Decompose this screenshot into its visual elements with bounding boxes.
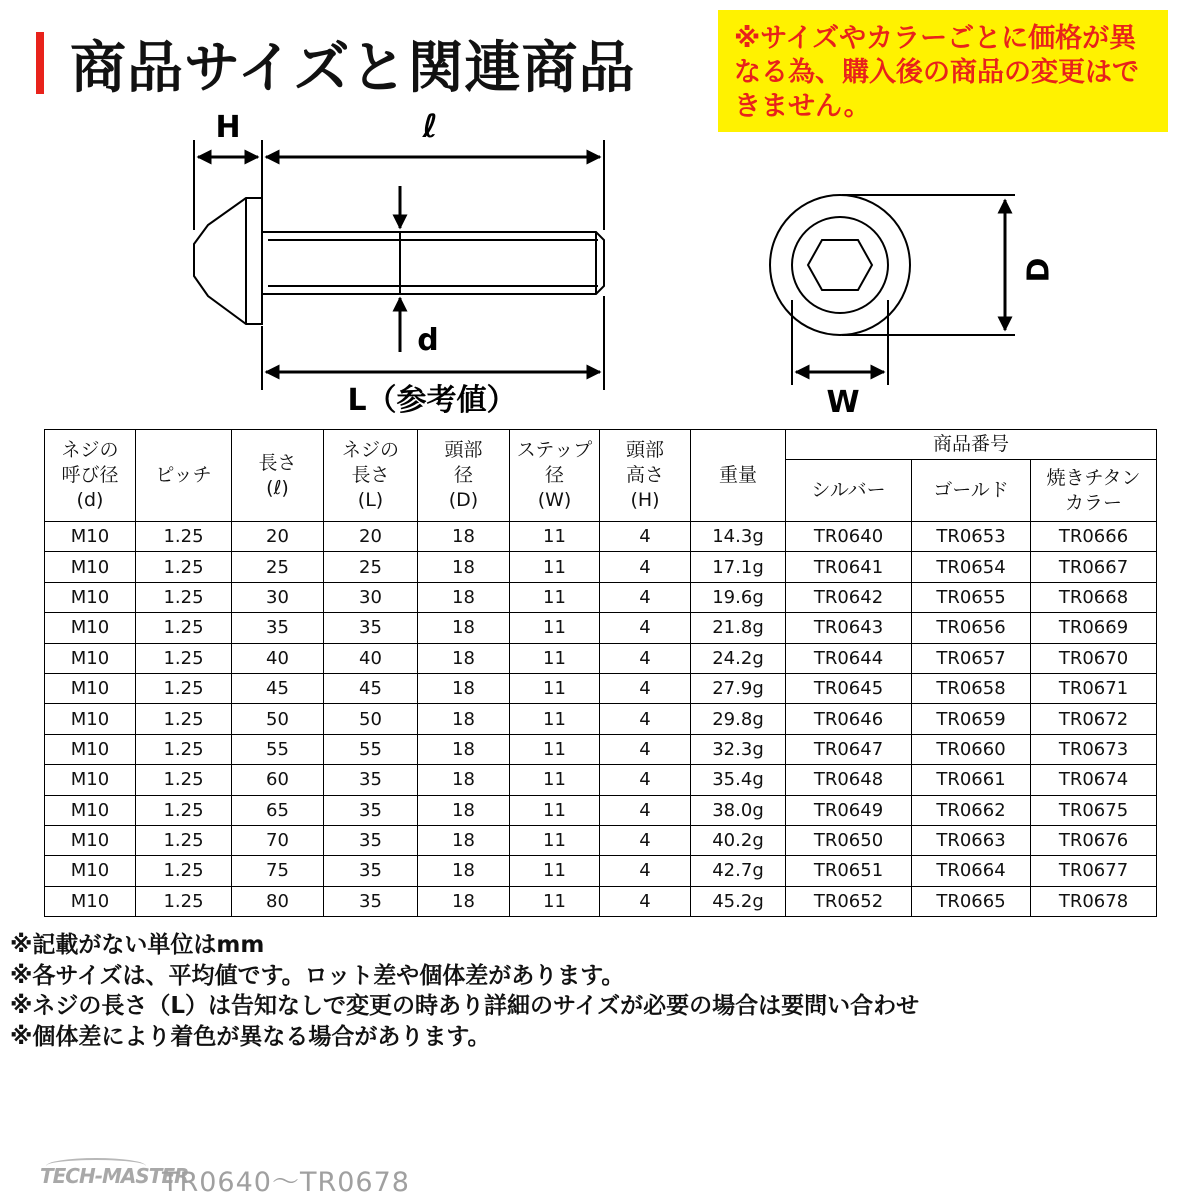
- table-cell: 55: [324, 734, 418, 764]
- header-burnt-titanium: [1031, 460, 1157, 522]
- table-cell: 1.25: [136, 522, 232, 552]
- table-cell: TR0669: [1031, 613, 1157, 643]
- table-cell: 11: [510, 582, 600, 612]
- table-cell: 21.8g: [691, 613, 786, 643]
- table-cell: 18: [418, 765, 510, 795]
- table-cell: TR0646: [786, 704, 912, 734]
- table-cell: TR0667: [1031, 552, 1157, 582]
- table-cell: 18: [418, 582, 510, 612]
- header-line: 径: [544, 464, 564, 486]
- table-cell: TR0664: [912, 856, 1031, 886]
- table-cell: 1.25: [136, 673, 232, 703]
- spec-table: [44, 429, 1157, 917]
- table-cell: 18: [418, 734, 510, 764]
- table-cell: TR0670: [1031, 643, 1157, 673]
- table-cell: TR0653: [912, 522, 1031, 552]
- table-row: [45, 765, 1157, 795]
- header-line: ゴールド: [933, 479, 1009, 501]
- table-cell: M10: [45, 552, 136, 582]
- table-cell: 4: [600, 734, 691, 764]
- table-cell: 1.25: [136, 825, 232, 855]
- table-cell: TR0659: [912, 704, 1031, 734]
- table-cell: TR0661: [912, 765, 1031, 795]
- table-cell: TR0663: [912, 825, 1031, 855]
- table-cell: TR0641: [786, 552, 912, 582]
- table-row: [45, 704, 1157, 734]
- table-cell: M10: [45, 522, 136, 552]
- table-cell: 1.25: [136, 886, 232, 916]
- table-cell: M10: [45, 825, 136, 855]
- header-line: 頭部: [444, 439, 483, 461]
- table-cell: 80: [232, 886, 324, 916]
- header-line: シルバー: [811, 479, 886, 501]
- table-cell: 18: [418, 825, 510, 855]
- table-cell: TR0652: [786, 886, 912, 916]
- table-cell: M10: [45, 673, 136, 703]
- header-nominal-dia: [45, 430, 136, 522]
- table-row: [45, 825, 1157, 855]
- table-cell: 50: [232, 704, 324, 734]
- table-cell: M10: [45, 765, 136, 795]
- table-cell: 25: [232, 552, 324, 582]
- footer: [40, 1158, 560, 1198]
- table-row: [45, 886, 1157, 916]
- table-cell: 1.25: [136, 795, 232, 825]
- table-cell: TR0662: [912, 795, 1031, 825]
- table-cell: 45.2g: [691, 886, 786, 916]
- table-cell: 65: [232, 795, 324, 825]
- table-row: [45, 856, 1157, 886]
- table-cell: 11: [510, 522, 600, 552]
- table-cell: 25: [324, 552, 418, 582]
- table-cell: 18: [418, 613, 510, 643]
- header-head-dia: [418, 430, 510, 522]
- header-line: 頭部: [625, 439, 664, 461]
- table-row: [45, 582, 1157, 612]
- table-cell: TR0668: [1031, 582, 1157, 612]
- table-cell: TR0642: [786, 582, 912, 612]
- table-cell: TR0676: [1031, 825, 1157, 855]
- spec-table-body: [45, 522, 1157, 917]
- table-cell: 32.3g: [691, 734, 786, 764]
- table-cell: 17.1g: [691, 552, 786, 582]
- table-cell: TR0645: [786, 673, 912, 703]
- table-cell: 24.2g: [691, 643, 786, 673]
- table-cell: 30: [232, 582, 324, 612]
- header-line: (d): [76, 489, 104, 511]
- table-cell: 11: [510, 795, 600, 825]
- table-cell: 4: [600, 522, 691, 552]
- table-cell: M10: [45, 795, 136, 825]
- table-cell: M10: [45, 734, 136, 764]
- header-line: (H): [630, 489, 660, 511]
- table-cell: TR0655: [912, 582, 1031, 612]
- table-cell: 4: [600, 795, 691, 825]
- table-cell: TR0656: [912, 613, 1031, 643]
- label-L: L（参考値）: [347, 383, 517, 418]
- table-cell: 11: [510, 704, 600, 734]
- table-cell: 55: [232, 734, 324, 764]
- table-cell: 29.8g: [691, 704, 786, 734]
- table-cell: 4: [600, 704, 691, 734]
- table-cell: TR0644: [786, 643, 912, 673]
- header-line: 長さ: [258, 451, 297, 474]
- table-cell: 4: [600, 643, 691, 673]
- label-H: H: [215, 110, 241, 145]
- table-cell: M10: [45, 643, 136, 673]
- table-cell: 35: [324, 765, 418, 795]
- table-cell: 60: [232, 765, 324, 795]
- table-cell: TR0666: [1031, 522, 1157, 552]
- table-cell: TR0648: [786, 765, 912, 795]
- header-length: [232, 430, 324, 522]
- header-line: 重量: [718, 464, 757, 486]
- table-cell: 35: [324, 825, 418, 855]
- table-cell: TR0674: [1031, 765, 1157, 795]
- header-line: 高さ: [625, 464, 664, 486]
- table-cell: 11: [510, 552, 600, 582]
- header-product-no: 商品番号: [786, 430, 1157, 460]
- header-pitch: [136, 430, 232, 522]
- header-line: ピッチ: [155, 464, 212, 486]
- table-row: [45, 643, 1157, 673]
- table-cell: 30: [324, 582, 418, 612]
- table-cell: 35: [324, 613, 418, 643]
- table-cell: 11: [510, 856, 600, 886]
- brand-logo: TECH-MASTER: [40, 1164, 189, 1188]
- header-head-height: [600, 430, 691, 522]
- table-cell: 35: [324, 795, 418, 825]
- table-cell: TR0657: [912, 643, 1031, 673]
- table-cell: 35: [324, 886, 418, 916]
- table-cell: 4: [600, 886, 691, 916]
- header-line: (L): [357, 489, 384, 511]
- header-gold: [912, 460, 1031, 522]
- note-average: ※各サイズは、平均値です。ロット差や個体差があります。: [10, 962, 625, 989]
- header-line: 長さ: [351, 464, 390, 486]
- table-cell: TR0643: [786, 613, 912, 643]
- table-cell: 4: [600, 613, 691, 643]
- header-line: (W): [537, 489, 572, 511]
- table-cell: M10: [45, 582, 136, 612]
- table-cell: 11: [510, 613, 600, 643]
- table-cell: M10: [45, 886, 136, 916]
- note-thread-length: ※ネジの長さ（L）は告知なしで変更の時あり詳細のサイズが必要の場合は要問い合わせ: [10, 993, 920, 1019]
- table-cell: M10: [45, 856, 136, 886]
- note-color: ※個体差により着色が異なる場合があります。: [10, 1023, 491, 1050]
- table-cell: TR0675: [1031, 795, 1157, 825]
- table-cell: TR0640: [786, 522, 912, 552]
- header-line: ネジの: [61, 439, 119, 461]
- table-row: [45, 734, 1157, 764]
- header-step-dia: [510, 430, 600, 522]
- table-cell: 45: [232, 673, 324, 703]
- label-W: W: [826, 385, 860, 420]
- table-cell: TR0677: [1031, 856, 1157, 886]
- table-row: [45, 795, 1157, 825]
- header-line: ステップ: [516, 439, 593, 461]
- table-cell: 50: [324, 704, 418, 734]
- table-cell: 35: [324, 856, 418, 886]
- notes: [10, 930, 1200, 1052]
- table-cell: 11: [510, 765, 600, 795]
- header-silver: [786, 460, 912, 522]
- table-cell: 1.25: [136, 704, 232, 734]
- table-cell: M10: [45, 704, 136, 734]
- table-cell: 20: [324, 522, 418, 552]
- table-cell: 18: [418, 643, 510, 673]
- table-cell: TR0665: [912, 886, 1031, 916]
- table-row: [45, 613, 1157, 643]
- label-l: ℓ: [422, 107, 438, 145]
- table-cell: M10: [45, 613, 136, 643]
- bolt-dimension-diagram: [0, 0, 1200, 430]
- table-cell: TR0658: [912, 673, 1031, 703]
- table-cell: 18: [418, 522, 510, 552]
- header-line: 焼きチタン: [1046, 466, 1141, 489]
- label-D: D: [1021, 257, 1057, 283]
- table-cell: 4: [600, 765, 691, 795]
- note-unit: ※記載がない単位はmm: [10, 932, 265, 958]
- header-line: ネジの: [341, 439, 399, 461]
- table-cell: 42.7g: [691, 856, 786, 886]
- table-cell: 38.0g: [691, 795, 786, 825]
- table-cell: 1.25: [136, 856, 232, 886]
- table-cell: TR0678: [1031, 886, 1157, 916]
- table-cell: 45: [324, 673, 418, 703]
- table-cell: TR0654: [912, 552, 1031, 582]
- table-cell: 14.3g: [691, 522, 786, 552]
- header-line: (D): [448, 489, 479, 511]
- table-cell: 27.9g: [691, 673, 786, 703]
- table-cell: 11: [510, 643, 600, 673]
- table-cell: 18: [418, 552, 510, 582]
- product-code-range: TR0640〜TR0678: [162, 1167, 410, 1198]
- table-cell: 4: [600, 673, 691, 703]
- table-row: [45, 552, 1157, 582]
- table-cell: TR0651: [786, 856, 912, 886]
- header-weight: [691, 430, 786, 522]
- table-cell: TR0660: [912, 734, 1031, 764]
- label-d: d: [417, 323, 439, 358]
- header-line: 径: [453, 464, 473, 486]
- header-line: 呼び径: [61, 464, 119, 486]
- table-cell: TR0647: [786, 734, 912, 764]
- table-row: [45, 522, 1157, 552]
- header-line: (ℓ): [266, 476, 289, 499]
- table-cell: 40.2g: [691, 825, 786, 855]
- header-thread-length: [324, 430, 418, 522]
- table-cell: 4: [600, 582, 691, 612]
- table-row: [45, 673, 1157, 703]
- table-cell: TR0649: [786, 795, 912, 825]
- table-cell: 19.6g: [691, 582, 786, 612]
- table-cell: 40: [324, 643, 418, 673]
- table-cell: 1.25: [136, 643, 232, 673]
- table-cell: 18: [418, 795, 510, 825]
- table-cell: 18: [418, 856, 510, 886]
- table-cell: 1.25: [136, 734, 232, 764]
- table-cell: 18: [418, 886, 510, 916]
- table-cell: 35: [232, 613, 324, 643]
- table-cell: 18: [418, 673, 510, 703]
- table-cell: 11: [510, 825, 600, 855]
- header-line: カラー: [1064, 491, 1122, 514]
- table-cell: 11: [510, 734, 600, 764]
- table-cell: 1.25: [136, 582, 232, 612]
- table-cell: 70: [232, 825, 324, 855]
- table-cell: 1.25: [136, 613, 232, 643]
- table-cell: 4: [600, 552, 691, 582]
- table-cell: 35.4g: [691, 765, 786, 795]
- table-cell: 1.25: [136, 765, 232, 795]
- table-cell: 18: [418, 704, 510, 734]
- page-title: 商品サイズと関連商品: [70, 36, 636, 101]
- table-cell: 11: [510, 886, 600, 916]
- table-cell: 4: [600, 825, 691, 855]
- table-cell: 11: [510, 673, 600, 703]
- table-cell: TR0672: [1031, 704, 1157, 734]
- table-cell: 75: [232, 856, 324, 886]
- table-cell: TR0671: [1031, 673, 1157, 703]
- table-cell: TR0650: [786, 825, 912, 855]
- table-cell: 40: [232, 643, 324, 673]
- table-cell: TR0673: [1031, 734, 1157, 764]
- table-cell: 1.25: [136, 552, 232, 582]
- table-cell: 20: [232, 522, 324, 552]
- price-notice-text: ※サイズやカラーごとに価格が異なる為、購入後の商品の変更はできません。: [734, 23, 1139, 122]
- table-cell: 4: [600, 856, 691, 886]
